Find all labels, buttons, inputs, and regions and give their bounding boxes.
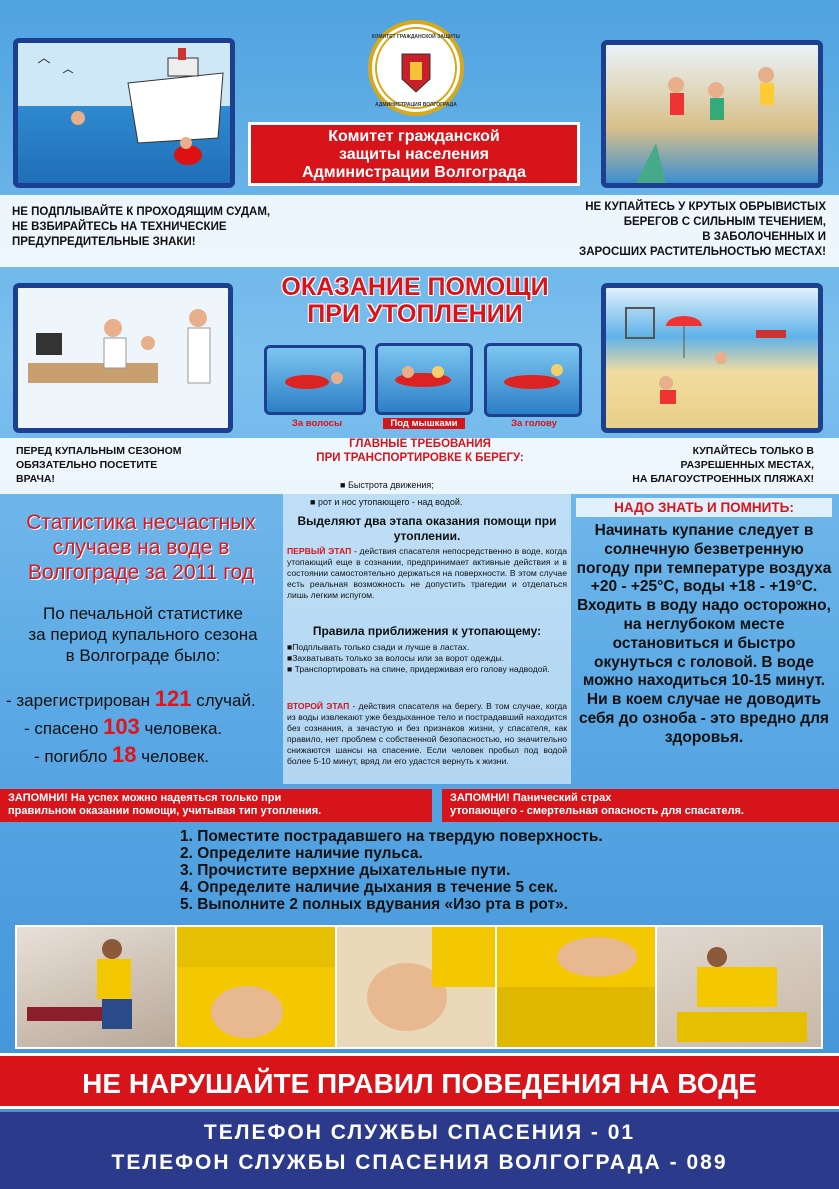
step-4: 4. Определите наличие дыхания в течение 5 сек.	[180, 879, 558, 896]
remember-right: ЗАПОМНИ! Панический страх утопающего - смертельная опасность для спасателя.	[442, 789, 839, 822]
photo-mouth-to-mouth	[657, 927, 821, 1047]
rules-banner: НЕ НАРУШАЙТЕ ПРАВИЛ ПОВЕДЕНИЯ НА ВОДЕ	[0, 1053, 839, 1109]
phone-rescue-volgograd: ТЕЛЕФОН СЛУЖБЫ СПАСЕНИЯ ВОЛГОГРАДА - 089	[111, 1151, 728, 1174]
first-aid-steps	[180, 828, 740, 913]
stat-registered: - зарегистрирован 121 случай.	[6, 686, 256, 711]
committee-emblem	[368, 20, 464, 116]
stages-intro: Выделяют два этапа оказания помощи при утоплении.	[297, 514, 557, 543]
phone-rescue: ТЕЛЕФОН СЛУЖБЫ СПАСЕНИЯ - 01	[203, 1121, 636, 1144]
step-5: 5. Выполните 2 полных вдувания «Изо рта в рот».	[180, 896, 569, 913]
doctor-illustration	[13, 283, 233, 433]
svg-text:КОМИТЕТ ГРАЖДАНСКОЙ ЗАЩИТЫ: КОМИТЕТ ГРАЖДАНСКОЙ ЗАЩИТЫ	[372, 34, 460, 40]
remember-left: ЗАПОМНИ! На успех можно надеяться только при правильном оказании помощи, учитывая тип утопления.	[0, 789, 432, 822]
svg-text:АДМИНИСТРАЦИЯ ВОЛГОГРАДА: АДМИНИСТРАЦИЯ ВОЛГОГРАДА	[375, 102, 457, 108]
know-title: НАДО ЗНАТЬ И ПОМНИТЬ:	[576, 498, 832, 517]
photo-airway-check	[337, 927, 495, 1047]
photo-breathing-check	[497, 927, 655, 1047]
step-1: 1. Поместите пострадавшего на твердую поверхность.	[180, 828, 603, 845]
hold-label-armpits: Под мышками	[383, 418, 465, 429]
stage-2-text: ВТОРОЙ ЭТАП - действия спасателя на берегу. В том случае, когда из воды извлекают уже бездыханное тело и пострадавший находится без сознания, а зачастую и без признаков жизни, у спасателя, как правило, нет проблем с собственной безопасностью, но значительно снижаются шансы на спасение. Если человек пробыл под водой более 5-10 минут, вряд ли его удастся вернуть к жизни.	[287, 701, 567, 766]
stat-saved: - спасено 103 человека.	[24, 714, 223, 739]
hold-label-head: За голову	[511, 418, 557, 429]
warning-banks: НЕ КУПАЙТЕСЬ У КРУТЫХ ОБРЫВИСТЫХ БЕРЕГОВ С СИЛЬНЫМ ТЕЧЕНИЕМ, В ЗАБОЛОЧЕННЫХ И ЗАРОСШИХ РАСТИТЕЛЬНОСТЬЮ МЕСТАХ!	[579, 201, 826, 258]
step-2: 2. Определите наличие пульса.	[180, 845, 423, 862]
approach-title: Правила приближения к утопающему:	[312, 624, 542, 638]
rescue-hold-head	[484, 343, 582, 417]
step-3: 3. Прочистите верхние дыхательные пути.	[180, 862, 511, 879]
stage-1-text: ПЕРВЫЙ ЭТАП - действия спасателя непосредственно в воде, когда утопающий еще в сознании, предпринимает активные действия и в состоянии самостоятельно держаться на поверхности. В этом случае есть реальная возможность не допустить трагедии и отделаться лишь легким испугом.	[287, 546, 567, 600]
approach-rules: ■Подплывать только сзади и лучше в ластах. ■Захватывать только за волосы или за ворот одежды. ■ Транспортировать на спине, придерживая его голову надводой.	[287, 642, 550, 674]
kids-jumping-illustration	[601, 40, 823, 188]
main-title: ОКАЗАНИЕ ПОМОЩИ ПРИ УТОПЛЕНИИ	[281, 273, 549, 328]
rescue-hold-hair	[264, 345, 366, 415]
photo-rescuer-kneeling	[17, 927, 175, 1047]
stat-died: - погибло 18 человек.	[34, 742, 209, 767]
warning-doctor: ПЕРЕД КУПАЛЬНЫМ СЕЗОНОМ ОБЯЗАТЕЛЬНО ПОСЕТИТЕ ВРАЧА!	[16, 445, 182, 485]
statistics-intro: По печальной статистике за период купального сезона в Волгограде было:	[28, 604, 258, 665]
know-text: Начинать купание следует в солнечную безветренную погоду при температуре воздуха +20 - +25°С, воды +18 - +19°С. Входить в воду надо осторожно, на неглубоком месте остановиться и быстро окунуться с головой. В воде можно находиться 10-15 минут. Ни в коем случае не доводить себя до озноба - это вредно для здоровья.	[576, 522, 832, 746]
phones-footer	[0, 1112, 839, 1189]
transport-title: ГЛАВНЫЕ ТРЕБОВАНИЯ ПРИ ТРАНСПОРТИРОВКЕ К БЕРЕГУ:	[316, 438, 524, 464]
beach-illustration	[601, 283, 823, 433]
warning-allowed-places: КУПАЙТЕСЬ ТОЛЬКО В РАЗРЕШЕННЫХ МЕСТАХ, НА БЛАГОУСТРОЕННЫХ ПЛЯЖАХ!	[632, 445, 814, 485]
rescue-hold-armpits	[375, 343, 473, 415]
warning-ships: НЕ ПОДПЛЫВАЙТЕ К ПРОХОДЯЩИМ СУДАМ, НЕ ВЗБИРАЙТЕСЬ НА ТЕХНИЧЕСКИЕ ПРЕДУПРЕДИТЕЛЬНЫЕ ЗНАКИ!	[12, 206, 271, 248]
committee-title: Комитет гражданской защиты населения Администрации Волгограда	[248, 122, 580, 186]
hold-label-hair: За волосы	[291, 418, 343, 429]
photo-head-tilt	[177, 927, 335, 1047]
statistics-title: Статистика несчастных случаев на воде в Волгограде за 2011 год	[26, 511, 256, 584]
ship-illustration	[13, 38, 235, 188]
transport-bullet-1: ■ Быстрота движения;	[340, 480, 434, 490]
transport-bullet-2: ■ рот и нос утопающего - над водой.	[310, 497, 463, 507]
